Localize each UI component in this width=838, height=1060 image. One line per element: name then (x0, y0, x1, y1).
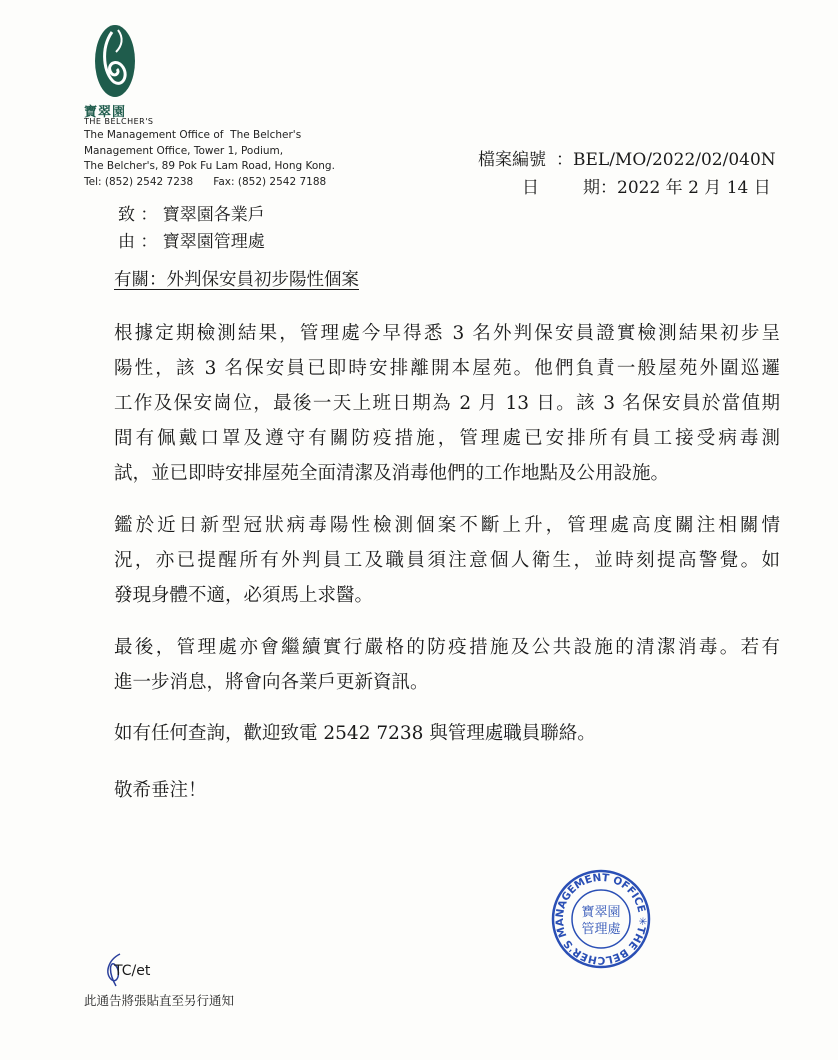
text-line: 鑑於近日新型冠狀病毒陽性檢測個案不斷上升，管理處高度關注相關情 (114, 515, 780, 536)
text-line: 根據定期檢測結果，管理處今早得悉 3 名外判保安員證實檢測結果初步呈 (114, 323, 780, 344)
date-label-2: 期 (583, 178, 600, 198)
text-line: 試，並已即時安排屋苑全面清潔及消毒他們的工作地點及公用設施。 (114, 463, 670, 484)
logo-chinese-name: 寶翠園 (84, 105, 127, 120)
paragraph-1 (114, 316, 780, 491)
from-line: 由 ： 寶翠園管理處 (118, 232, 265, 252)
closing-remark (114, 773, 780, 808)
office-stamp (550, 868, 652, 974)
address-line: Management Office, Tower 1, Podium, (84, 144, 284, 157)
office-address (84, 128, 335, 190)
text-line: 況，亦已提醒所有外判員工及職員須注意個人衛生，並時刻提高警覺。如 (114, 550, 780, 571)
address-line: The Belcher's, 89 Pok Fu Lam Road, Hong Kong. (84, 160, 335, 172)
paragraph-3 (114, 630, 780, 700)
text-line: 如有任何查詢，歡迎致電 2542 7238 與管理處職員聯絡。 (114, 723, 596, 744)
svg-text:寶翠園: 寶翠園 (581, 905, 621, 920)
author-initials: TC/et (114, 963, 151, 979)
posting-note: 此通告將張貼直至另行通知 (84, 993, 235, 1008)
file-number: ：BEL/MO/2022/02/040N (556, 150, 776, 170)
address-contact-line: Tel: (852) 2542 7238 Fax: (852) 2542 7188 (84, 175, 327, 188)
svg-text:THE BELCHER'S MANAGEMENT OFFIC: THE BELCHER'S MANAGEMENT OFFICE ✳ (553, 871, 649, 967)
text-line: 發現身體不適，必須馬上求醫。 (114, 585, 374, 606)
text-line: 最後，管理處亦會繼續實行嚴格的防疫措施及公共設施的清潔消毒。若有 (114, 637, 780, 658)
logo-english-name: THE BELCHER'S (84, 117, 154, 126)
file-number-label: 檔案編號 (478, 150, 546, 170)
svg-text:管理處: 管理處 (581, 922, 621, 937)
text-line: 間有佩戴口罩及遵守有關防疫措施，管理處已安排所有員工接受病毒測 (114, 428, 780, 449)
company-logo (90, 24, 140, 103)
text-line: 敬希垂注！ (114, 780, 207, 801)
text-line: 工作及保安崗位，最後一天上班日期為 2 月 13 日。該 3 名保安員於當值期 (114, 393, 780, 414)
to-line: 致 ： 寶翠園各業戶 (118, 205, 265, 225)
text-line: 陽性，該 3 名保安員已即時安排離開本屋苑。他們負責一般屋苑外圍巡邏 (114, 358, 780, 379)
reference-block (478, 146, 776, 202)
paragraph-contact (114, 716, 780, 751)
recipients-block (118, 202, 265, 256)
date-label-1: 日 (522, 178, 539, 198)
text-line: 進一步消息，將會向各業戶更新資訊。 (114, 672, 429, 693)
subject-heading: 有關：外判保安員初步陽性個案 (114, 270, 359, 290)
paragraph-2 (114, 508, 780, 613)
date-value: ：2022 年 2 月 14 日 (600, 178, 771, 198)
address-line: The Management Office of The Belcher's (84, 129, 302, 141)
